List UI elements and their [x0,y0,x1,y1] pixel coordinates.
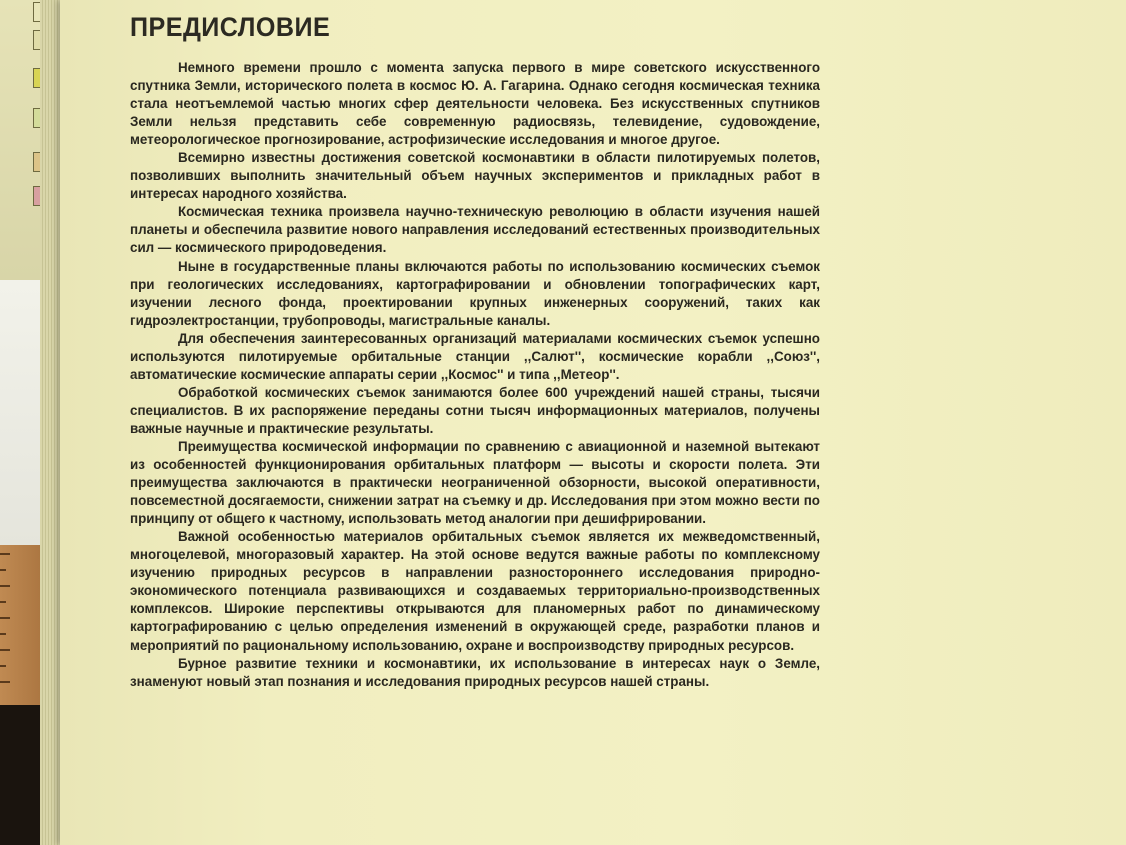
ruler-tick [0,617,10,619]
paragraph: Преимущества космической информации по сравнению с авиационной и наземной вытекают из особенностей функционирования орбитальных платформ — высоты и скорости полета. Эти преимущества заключаются в практически неограниченной обзорности, высокой оперативности, повсеместной досягаемости, снижении затрат на съемку и др. Исследования при этом можно вести по принципу от общего к частному, использовать метод аналогии при дешифрировании. [130,438,820,527]
paragraph: Важной особенностью материалов орбитальных съемок является их межведомственный, многоцелевой, многоразовый характер. На этой основе ведутся важные работы по комплексному изучению природных ресурсов в направлении разностороннего исследования природно-экономического потенциала развивающихся и создаваемых территориально-производственных комплексов. Широкие перспективы открываются для планомерных работ по динамическому картографированию с целью определения изменений в окружающей среде, разработки планов и мероприятий по рациональному использованию, охране и воспроизводству природных ресурсов. [130,529,820,653]
paragraph: Космическая техника произвела научно-техническую революцию в области изучения нашей планеты и обеспечила развитие нового направления исследований естественных производительных сил — космического природоведения. [130,204,820,256]
ruler-tick [0,665,6,667]
ruler-tick [0,585,10,587]
book-page [60,0,1126,845]
ruler-tick [0,633,6,635]
ruler-tick [0,601,6,603]
ruler-tick [0,681,10,683]
page-title: ПРЕДИСЛОВИЕ [130,12,331,42]
paragraph: Бурное развитие техники и космонавтики, их использование в интересах наук о Земле, знаменуют новый этап познания и исследования природных ресурсов нашей страны. [130,655,820,689]
paragraph: Обработкой космических съемок занимаются более 600 учреждений нашей страны, тысячи специалистов. В их распоряжение переданы сотни тысяч информационных материалов, получены важные научные и практические результаты. [130,384,820,436]
ruler-tick [0,649,10,651]
paragraph: Для обеспечения заинтересованных организаций материалами космических съемок успешно используются пилотируемые орбитальные станции ,,Салют'', космические корабли ,,Союз'', автоматические космические аппараты серии ,,Космос'' и типа ,,Метеор''. [130,330,820,382]
body-text [130,59,820,691]
ruler-tick [0,553,10,555]
paragraph: Немного времени прошло с момента запуска первого в мире советского искусственного спутника Земли, исторического полета в космос Ю. А. Гагарина. Однако сегодня космическая техника стала неотъемлемой частью многих сфер деятельности человека. Без искусственных спутников Земли нельзя представить себе современную радиосвязь, телевидение, судовождение, метеорологическое прогнозирование, астрофизические исследования и многое другое. [130,60,820,148]
ruler-tick [0,569,6,571]
paragraph: Ныне в государственные планы включаются работы по использованию космических съемок при геологических исследованиях, картографировании и обновлении топографических карт, изучении лесного фонда, проектировании крупных инженерных сооружений, таких как гидроэлектростанции, трубопроводы, магистральные каналы. [130,258,820,328]
paragraph: Всемирно известны достижения советской космонавтики в области пилотируемых полетов, позволивших выполнить значительный объем научных экспериментов и прикладных работ в интересах народного хозяйства. [130,150,820,202]
